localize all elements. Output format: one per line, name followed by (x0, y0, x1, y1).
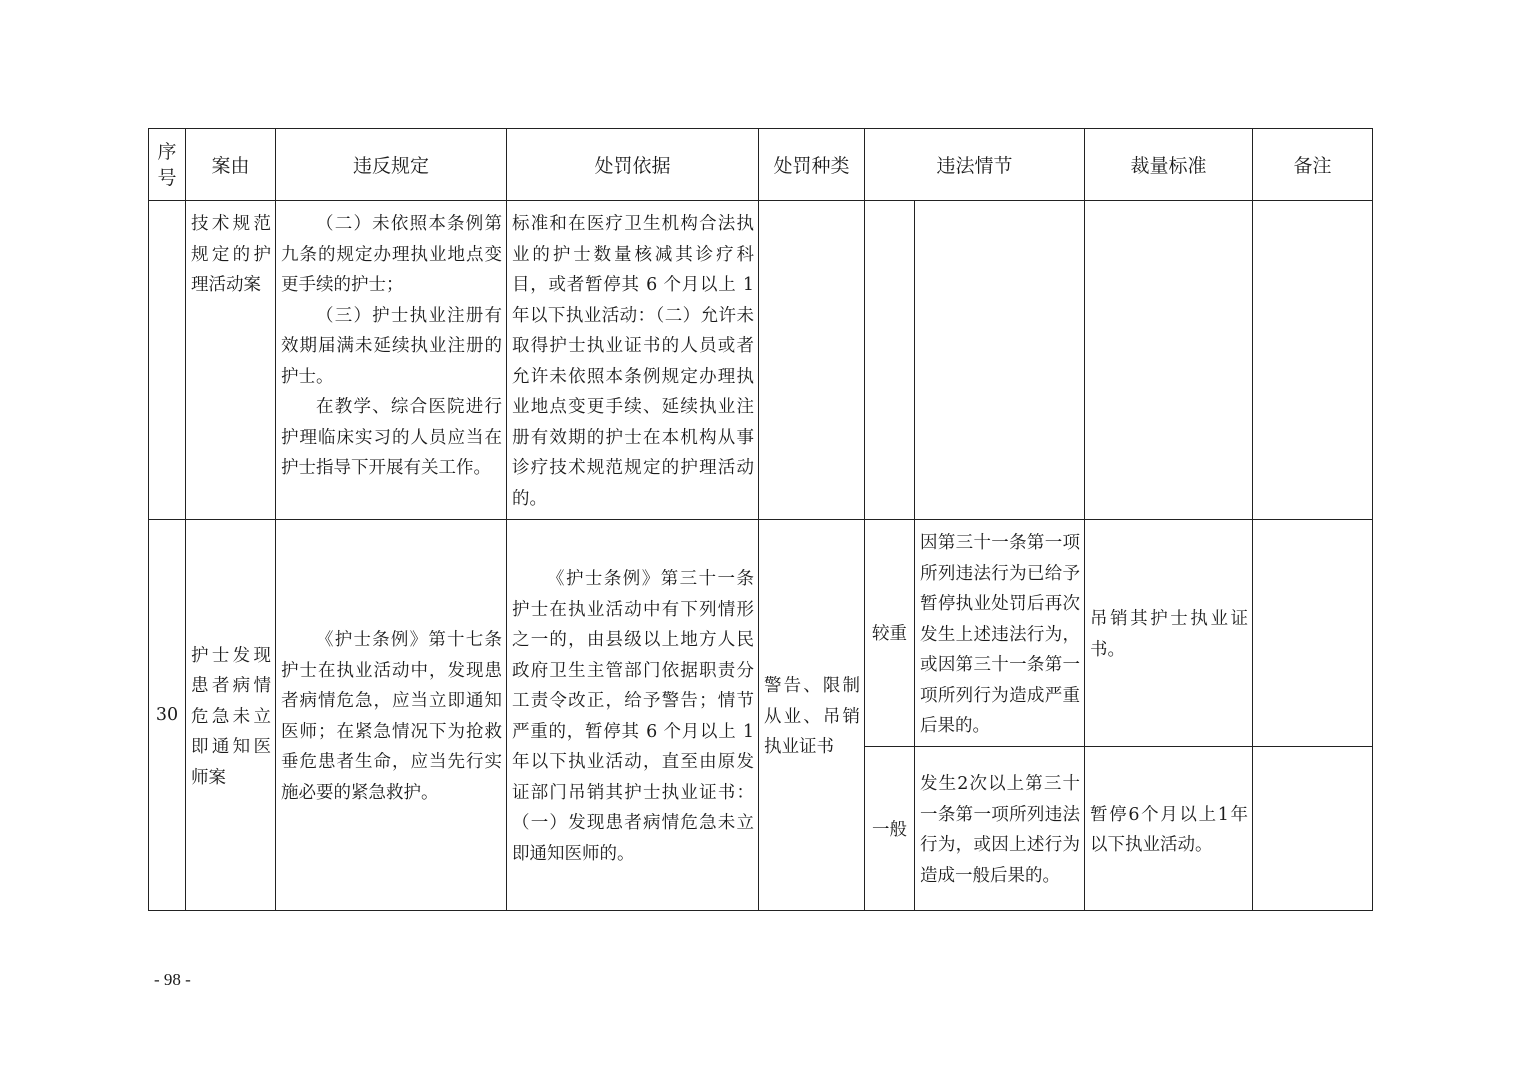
penalty-table (148, 128, 1373, 911)
severity-cell: 一般 (865, 746, 915, 910)
header-remark: 备注 (1253, 129, 1373, 201)
header-penalty-type: 处罚种类 (759, 129, 865, 201)
severity-cell: 较重 (865, 520, 915, 747)
table-row-continued (149, 201, 1373, 520)
violation-rule-paragraph: （三）护士执业注册有效期届满未延续执业注册的护士。 (281, 305, 502, 387)
case-cell (186, 201, 276, 520)
violation-rule-paragraph: （二）未依照本条例第九条的规定办理执业地点变更手续的护士； (281, 214, 502, 295)
header-penalty-basis: 处罚依据 (507, 129, 759, 201)
standard-text: 暂停6个月以上1年以下执业活动。 (1090, 804, 1249, 855)
header-case: 案由 (186, 129, 276, 201)
violation-rule-cell (276, 201, 507, 520)
standard-cell (1085, 746, 1253, 910)
case-text: 技术规范规定的护理活动案 (191, 214, 271, 295)
severity-cell (865, 201, 915, 520)
header-violation-rule: 违反规定 (276, 129, 507, 201)
case-cell (186, 520, 276, 911)
remark-cell (1253, 520, 1373, 747)
standard-cell (1085, 520, 1253, 747)
circumstance-cell (915, 201, 1085, 520)
standard-cell (1085, 201, 1253, 520)
page-number: - 98 - (154, 970, 191, 989)
remark-cell (1253, 746, 1373, 910)
seq-cell: 30 (149, 520, 186, 911)
violation-rule-cell (276, 520, 507, 911)
case-text: 护士发现患者病情危急未立即通知医师案 (191, 645, 271, 788)
circumstance-cell (915, 746, 1085, 910)
penalty-type-cell (759, 520, 865, 911)
penalty-type-cell (759, 201, 865, 520)
header-standard: 裁量标准 (1085, 129, 1253, 201)
table-row-30 (149, 520, 1373, 747)
standard-text: 吊销其护士执业证书。 (1090, 609, 1249, 660)
penalty-basis-text: 标准和在医疗卫生机构合法执业的护士数量核减其诊疗科目，或者暂停其 6 个月以上 1 年以下执业活动：（二）允许未取得护士执业证书的人员或者允许未依照本条例规定办理执业地点变更手续、延续执业注册有效期的护士在本机构从事诊疗技术规范规定的护理活动的。 (512, 214, 754, 509)
penalty-type-text: 警告、限制从业、吊销执业证书 (764, 676, 860, 757)
penalty-basis-cell (507, 520, 759, 911)
violation-rule-paragraph: 在教学、综合医院进行护理临床实习的人员应当在护士指导下开展有关工作。 (281, 397, 502, 478)
circumstance-cell (915, 520, 1085, 747)
header-row (149, 129, 1373, 201)
remark-cell (1253, 201, 1373, 520)
penalty-basis-cell (507, 201, 759, 520)
header-seq: 序号 (149, 129, 186, 201)
penalty-basis-text: 《护士条例》第三十一条护士在执业活动中有下列情形之一的，由县级以上地方人民政府卫生主管部门依据职责分工责令改正，给予警告；情节严重的，暂停其 6 个月以上 1 年以下执业活动，直至由原发证部门吊销其护士执业证书：（一）发现患者病情危急未立即通知医师的。 (512, 569, 754, 864)
seq-cell (149, 201, 186, 520)
circumstance-text: 因第三十一条第一项所列违法行为已给予暂停执业处罚后再次发生上述违法行为，或因第三十一条第一项所列行为造成严重后果的。 (920, 533, 1081, 736)
circumstance-text: 发生2次以上第三十一条第一项所列违法行为，或因上述行为造成一般后果的。 (920, 774, 1081, 886)
violation-rule-text: 《护士条例》第十七条护士在执业活动中，发现患者病情危急，应当立即通知医师；在紧急情况下为抢救垂危患者生命，应当先行实施必要的紧急救护。 (281, 630, 502, 803)
header-circumstance: 违法情节 (865, 129, 1085, 201)
